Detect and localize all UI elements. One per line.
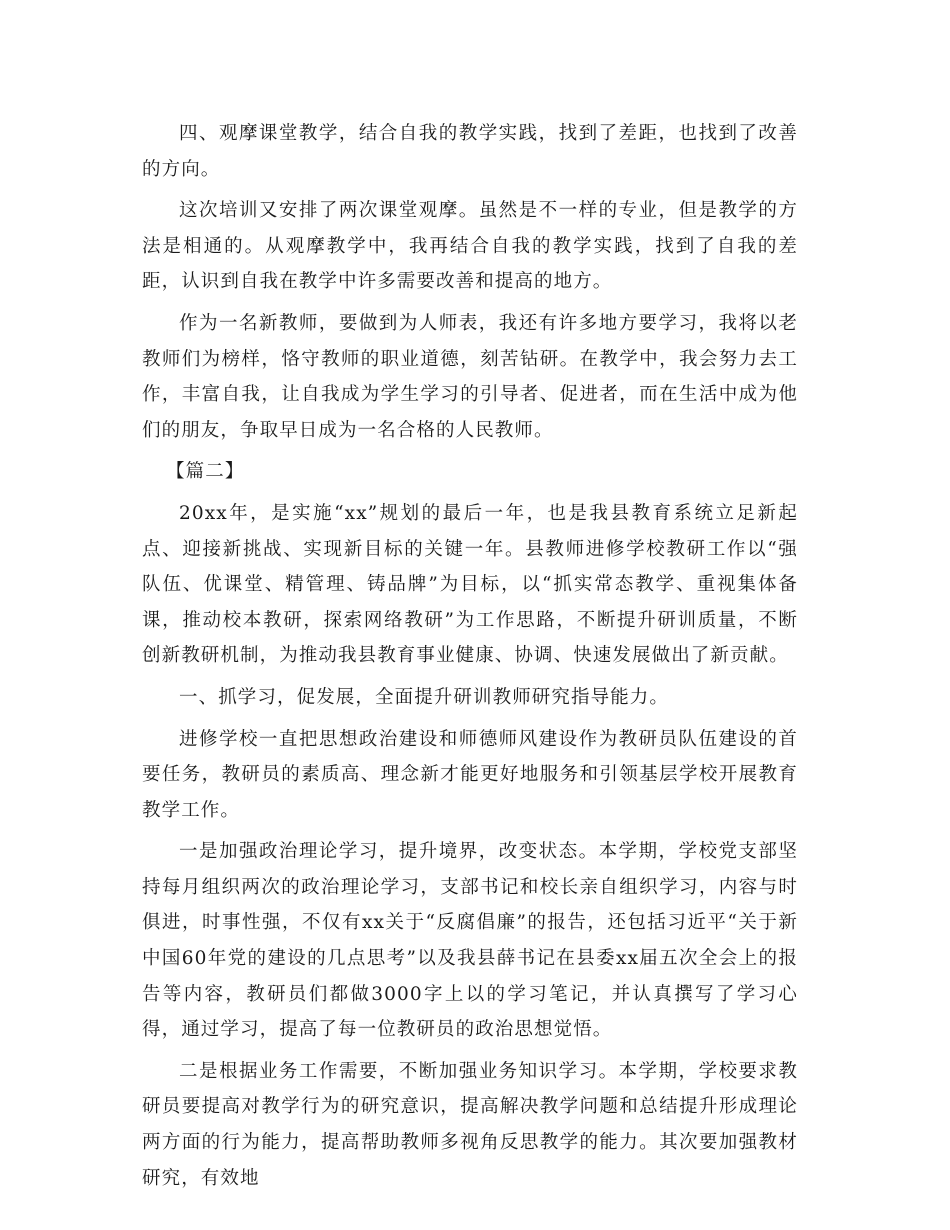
- paragraph-business-study: 二是根据业务工作需要，不断加强业务知识学习。本学期，学校要求教研员要提高对教学行为的研究意识，提高解决教学问题和总结提升形成理论两方面的行为能力，提高帮助教师多视角反思教学的能力。其次要加强教材研究，有效地: [142, 1060, 798, 1189]
- paragraph-new-teacher: 作为一名新教师，要做到为人师表，我还有许多地方要学习，我将以老教师们为榜样，恪守教师的职业道德，刻苦钻研。在教学中，我会努力去工作，丰富自我，让自我成为学生学习的引导者、促进者，而在生活中成为他们的朋友，争取早日成为一名合格的人民教师。: [142, 312, 798, 441]
- section-heading-part-two: 【篇二】: [166, 461, 245, 483]
- document-body: [142, 116, 798, 1202]
- paragraph-classroom-observation: 这次培训又安排了两次课堂观摩。虽然是不一样的专业，但是教学的方法是相通的。从观摩教学中，我再结合自我的教学实践，找到了自我的差距，认识到自我在教学中许多需要改善和提高的地方。: [142, 200, 798, 293]
- paragraph-political-study: 一是加强政治理论学习，提升境界，改变状态。本学期，学校党支部坚持每月组织两次的政治理论学习，支部书记和校长亲自组织学习，内容与时俱进，时事性强，不仅有xx关于“反腐倡廉”的报告，还包括习近平“关于新中国60年党的建设的几点思考”以及我县薛书记在县委xx届五次全会上的报告等内容，教研员们都做3000字上以的学习笔记，并认真撰写了学习心得，通过学习，提高了每一位教研员的政治思想觉悟。: [142, 841, 798, 1041]
- paragraph-annual-overview: 20xx年，是实施“xx”规划的最后一年，也是我县教育系统立足新起点、迎接新挑战、实现新目标的关键一年。县教师进修学校教研工作以“强队伍、优课堂、精管理、铸品牌”为目标，以“抓实常态教学、重视集体备课，推动校本教研，探索网络教研”为工作思路，不断提升研训质量，不断创新教研机制，为推动我县教育事业健康、协调、快速发展做出了新贡献。: [142, 502, 798, 667]
- paragraph-section-four-heading: 四、观摩课堂教学，结合自我的教学实践，找到了差距，也找到了改善的方向。: [142, 123, 798, 180]
- paragraph-school-priorities: 进修学校一直把思想政治建设和师德师风建设作为教研员队伍建设的首要任务，教研员的素质高、理念新才能更好地服务和引领基层学校开展教育教学工作。: [142, 728, 798, 821]
- paragraph-section-one-heading: 一、抓学习，促发展，全面提升研训教师研究指导能力。: [179, 686, 670, 708]
